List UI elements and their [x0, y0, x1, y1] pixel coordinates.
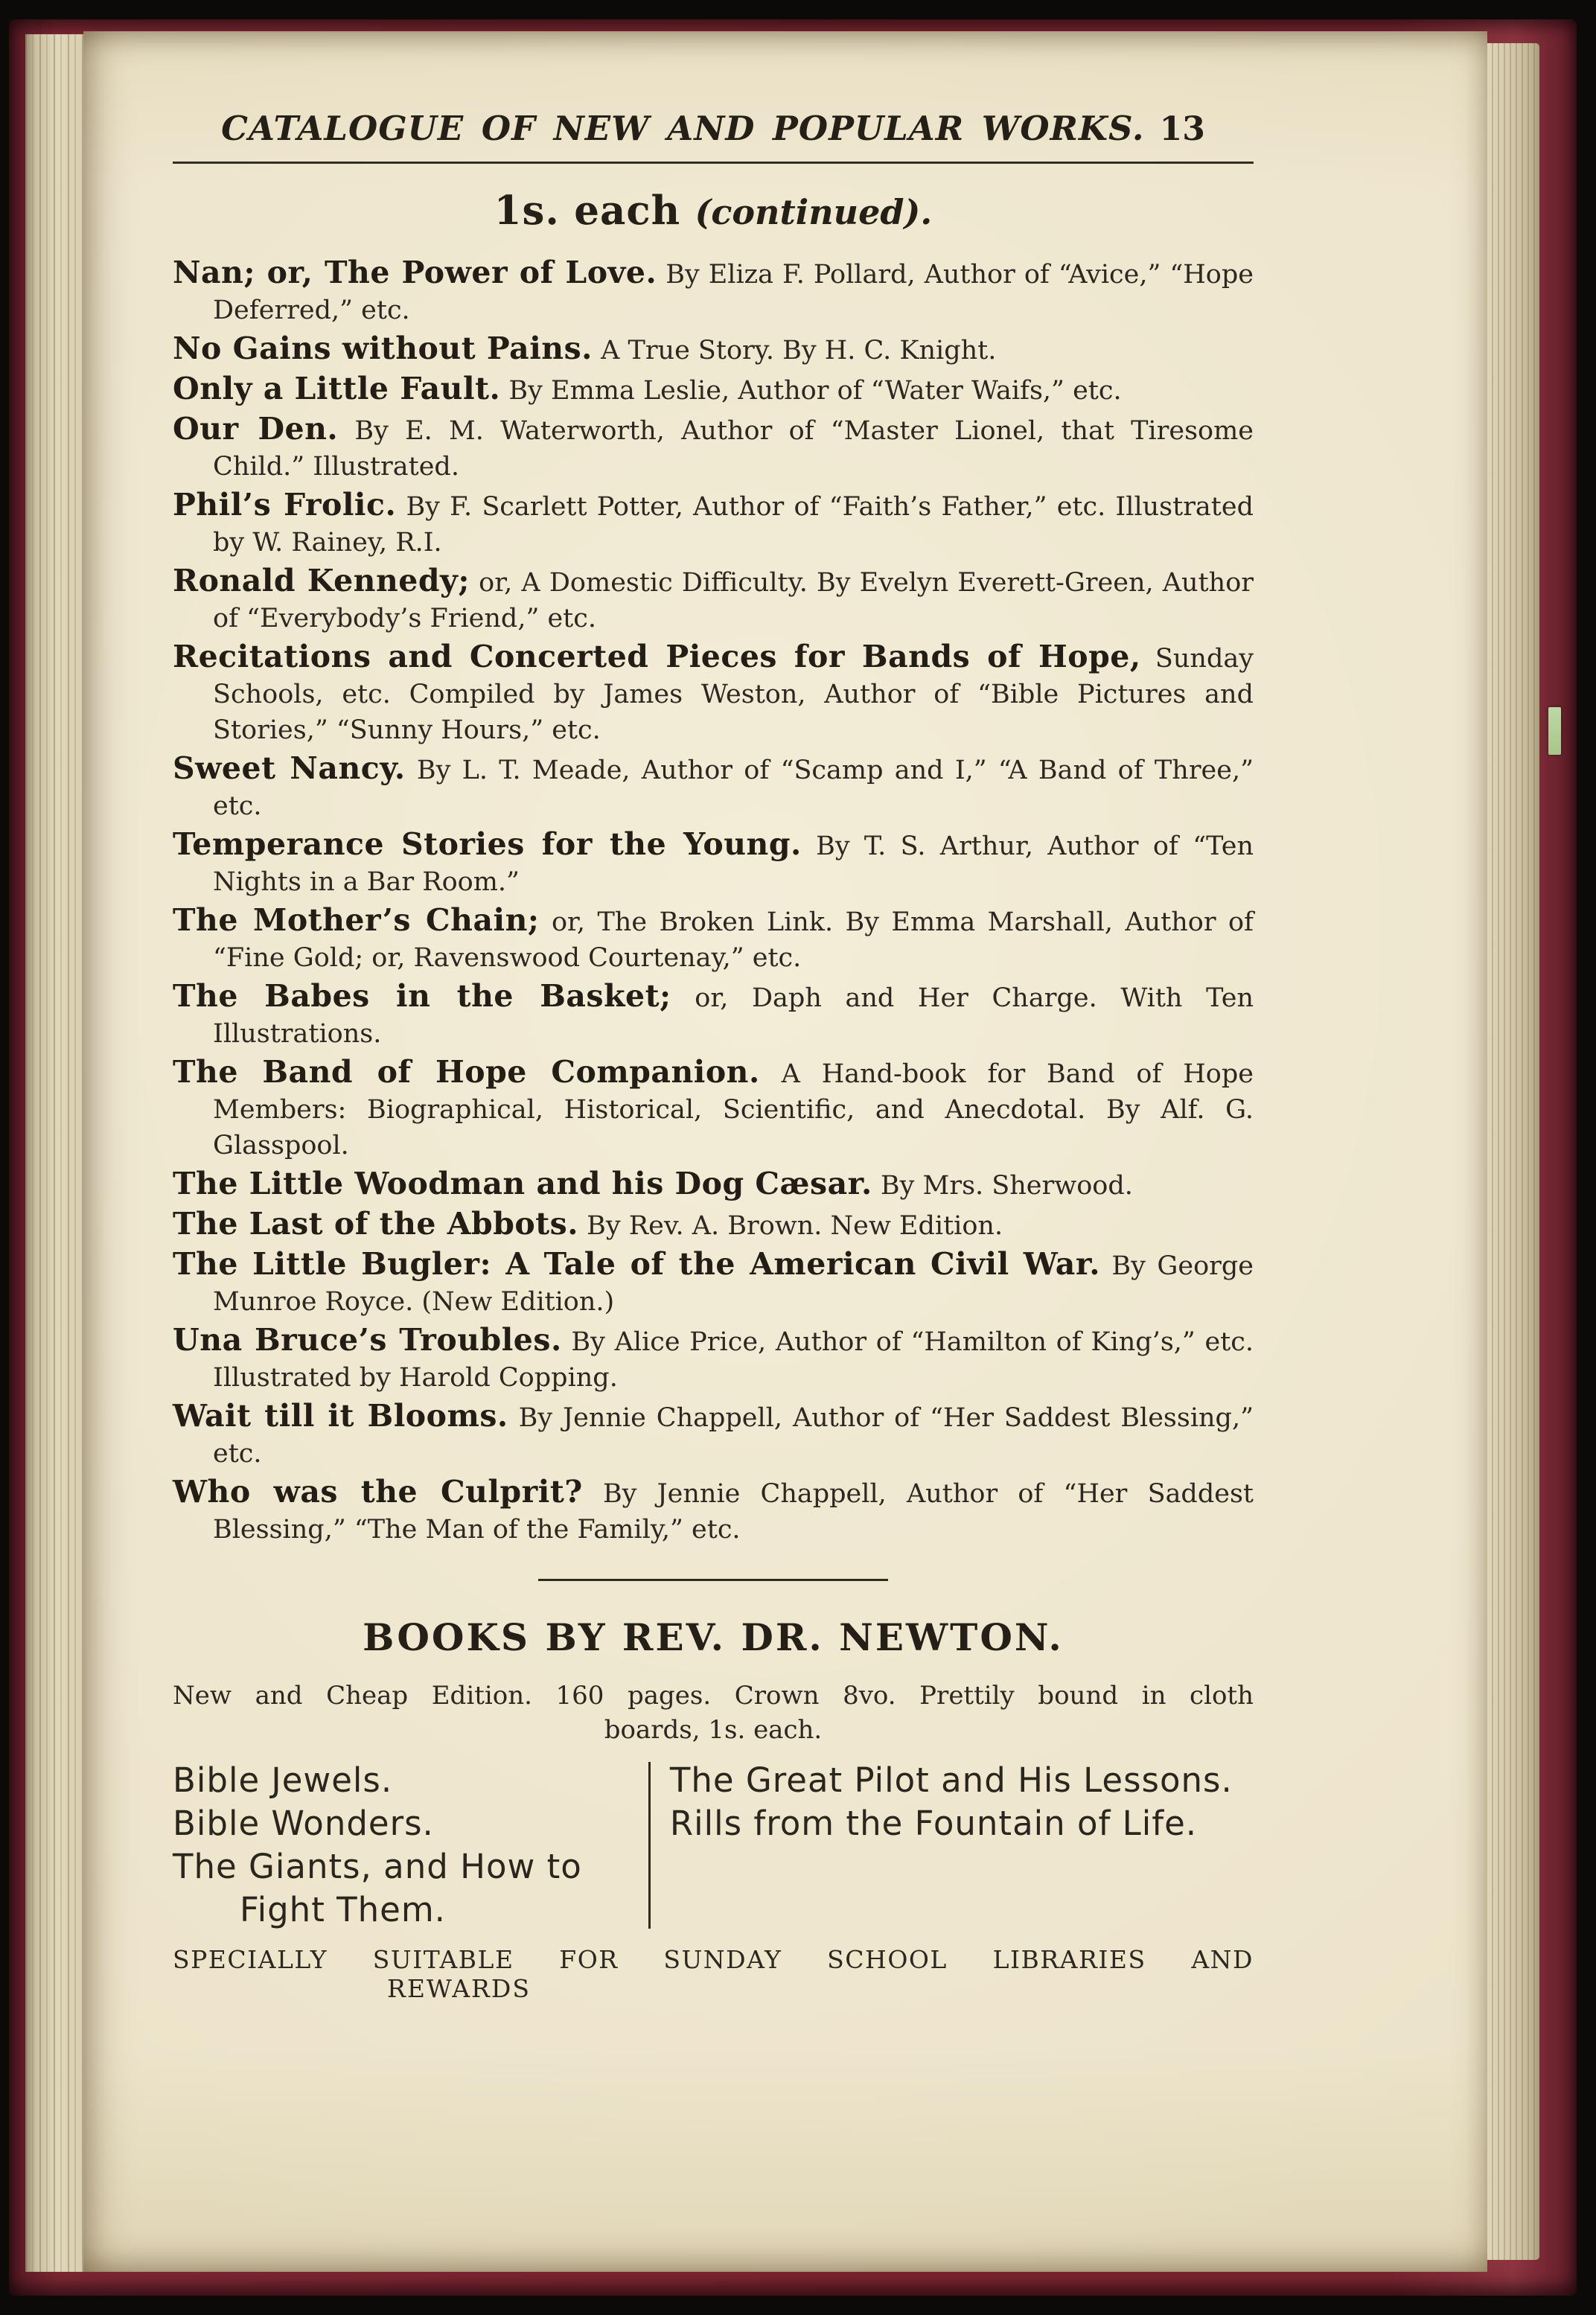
entry-detail: By Rev. A. Brown. New Edition.	[578, 1211, 1003, 1241]
newton-book: Rills from the Fountain of Life.	[669, 1804, 1198, 1843]
newton-intro-line2: boards, 1s. each.	[604, 1715, 823, 1745]
entry-detail: By Eliza F. Pollard, Author of “Avice,” “Hope Deferred,” etc.	[213, 260, 1254, 325]
catalogue-entry	[173, 331, 1254, 368]
entry-detail: or, Daph and Her Charge. With Ten Illustrations.	[213, 983, 1254, 1049]
entry-title: Only a Little Fault.	[173, 371, 501, 406]
catalogue-entry	[173, 371, 1254, 409]
page-edges-left	[25, 34, 85, 2272]
entry-title: Wait till it Blooms.	[173, 1398, 508, 1434]
entry-detail: By E. M. Waterworth, Author of “Master Lionel, that Tiresome Child.” Illustrated.	[213, 416, 1254, 482]
entry-detail: By Jennie Chappell, Author of “Her Saddest Blessing,” “The Man of the Family,” etc.	[213, 1479, 1254, 1545]
entry-title: The Last of the Abbots.	[173, 1206, 579, 1242]
catalogue-entry	[173, 487, 1254, 561]
entry-title: The Babes in the Basket;	[173, 978, 671, 1014]
catalogue-entry	[173, 902, 1254, 976]
newton-intro	[173, 1679, 1254, 1747]
entry-title: Temperance Stories for the Young.	[173, 826, 802, 862]
entry-detail: By George Munroe Royce. (New Edition.)	[213, 1251, 1254, 1317]
catalogue-entry	[173, 1398, 1254, 1472]
catalogue-entry	[173, 563, 1254, 636]
section-continued: (continued).	[695, 192, 933, 232]
entry-title: Ronald Kennedy;	[173, 563, 470, 598]
entry-title: The Little Bugler: A Tale of the American Civil War.	[173, 1246, 1100, 1282]
catalogue-entry	[173, 826, 1254, 900]
entry-detail: By Mrs. Sherwood.	[872, 1171, 1133, 1201]
section-title	[173, 188, 1254, 234]
entry-title: Phil’s Frolic.	[173, 487, 397, 523]
newton-left-column	[173, 1759, 648, 1932]
entry-title: The Mother’s Chain;	[173, 902, 540, 938]
header-title: CATALOGUE OF NEW AND POPULAR WORKS.	[221, 109, 1145, 148]
catalogue-entry	[173, 255, 1254, 328]
catalogue-entry	[173, 1474, 1254, 1548]
entry-detail: By Alice Price, Author of “Hamilton of King’s,” etc. Illustrated by Harold Copping.	[213, 1327, 1254, 1393]
entry-detail: By L. T. Meade, Author of “Scamp and I,” “A Band of Three,” etc.	[213, 756, 1254, 821]
section-price: 1s. each	[494, 188, 695, 234]
header-rule	[173, 162, 1254, 164]
entry-detail: By Jennie Chappell, Author of “Her Saddest Blessing,” etc.	[213, 1403, 1254, 1469]
newton-book: The Great Pilot and His Lessons.	[669, 1760, 1233, 1800]
newton-title: BOOKS BY REV. DR. NEWTON.	[363, 1615, 1064, 1659]
catalogue-entry	[173, 978, 1254, 1052]
entry-title: Recitations and Concerted Pieces for Bands of Hope,	[173, 639, 1141, 674]
catalogue-entry	[173, 1322, 1254, 1396]
entry-title: Una Bruce’s Troubles.	[173, 1322, 562, 1358]
newton-book: Bible Wonders.	[173, 1804, 434, 1843]
entry-detail: By Emma Leslie, Author of “Water Waifs,” etc.	[500, 376, 1122, 406]
entry-title: No Gains without Pains.	[173, 331, 593, 366]
catalogue-entry	[173, 639, 1254, 748]
entry-title: Who was the Culprit?	[173, 1474, 583, 1510]
green-tab	[1548, 707, 1561, 755]
entry-detail: A True Story. By H. C. Knight.	[592, 336, 997, 365]
entry-title: Sweet Nancy.	[173, 750, 406, 786]
catalogue-entry	[173, 1246, 1254, 1320]
entry-title: The Little Woodman and his Dog Cæsar.	[173, 1166, 872, 1201]
catalogue-entry	[173, 1166, 1254, 1204]
catalogue-entry	[173, 750, 1254, 824]
entry-list	[173, 255, 1254, 1548]
running-header	[173, 109, 1254, 148]
newton-right-column	[651, 1759, 1254, 1932]
page-edges-right	[1486, 43, 1539, 2260]
entry-title: Our Den.	[173, 411, 339, 447]
newton-footer-line2: REWARDS	[387, 1974, 531, 2003]
entry-detail: Sunday Schools, etc. Compiled by James Weston, Author of “Bible Pictures and Stories,” “Sunny Hours,” etc.	[213, 644, 1254, 745]
entry-title: Nan; or, The Power of Love.	[173, 255, 657, 290]
catalogue-entry	[173, 1206, 1254, 1244]
page-content	[173, 31, 1254, 2003]
entry-title: The Band of Hope Companion.	[173, 1054, 760, 1090]
entry-detail: or, A Domestic Difficulty. By Evelyn Everett-Green, Author of “Everybody’s Friend,” etc.	[213, 568, 1254, 633]
entry-detail: By T. S. Arthur, Author of “Ten Nights in a Bar Room.”	[213, 831, 1254, 897]
newton-intro-line1: New and Cheap Edition. 160 pages. Crown 8vo. Prettily bound in cloth	[173, 1681, 1254, 1711]
section-divider	[538, 1579, 888, 1581]
newton-columns	[173, 1759, 1254, 1932]
catalogue-entry	[173, 1054, 1254, 1163]
newton-book: Bible Jewels.	[173, 1760, 393, 1800]
catalogue-page	[83, 31, 1487, 2272]
entry-detail: A Hand-book for Band of Hope Members: Biographical, Historical, Scientific, and Anecdotal. By Alf. G. Glasspool.	[213, 1059, 1254, 1160]
newton-footer-line1: SPECIALLY SUITABLE FOR SUNDAY SCHOOL LIBRARIES AND	[173, 1945, 1254, 1974]
catalogue-entry	[173, 411, 1254, 485]
entry-detail: By F. Scarlett Potter, Author of “Faith’s Father,” etc. Illustrated by W. Rainey, R.I.	[213, 492, 1254, 558]
page-number: 13	[1159, 110, 1205, 148]
entry-detail: or, The Broken Link. By Emma Marshall, Author of “Fine Gold; or, Ravenswood Courtenay,” etc.	[213, 907, 1254, 973]
newton-book: The Giants, and How to Fight Them.	[173, 1847, 582, 1929]
